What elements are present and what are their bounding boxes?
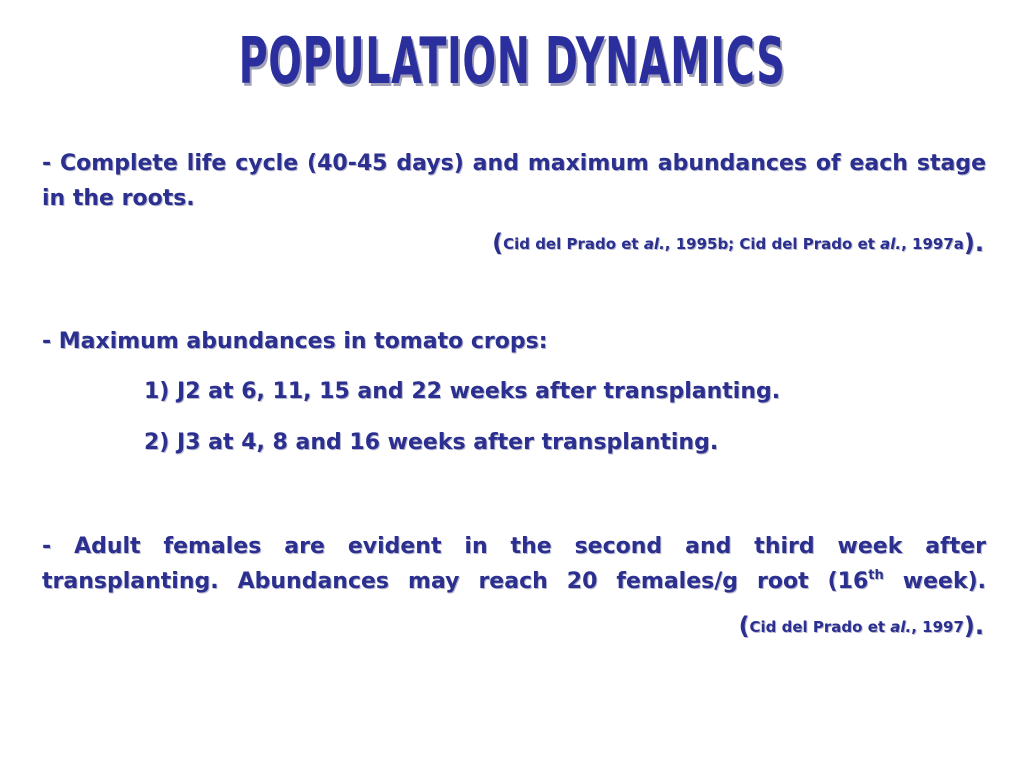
citation-close-paren: ). — [963, 229, 984, 257]
citation-author: Cid del Prado et — [503, 235, 644, 253]
citation-author: , 1995b; Cid del Prado et — [664, 235, 881, 253]
list-item: 2) J3 at 4, 8 and 16 weeks after transplanting. — [144, 430, 719, 455]
citation-et-al: al. — [643, 235, 665, 253]
citation-close-paren: ). — [963, 612, 984, 640]
superscript: th — [868, 568, 884, 583]
point-life-cycle: - Complete life cycle (40-45 days) and maximum abundances of each stage in the roots. — [42, 151, 986, 211]
point-maximum-abundances: - Maximum abundances in tomato crops: — [42, 329, 548, 354]
citation-et-al: al. — [880, 235, 902, 253]
citation-open-paren: ( — [492, 229, 504, 257]
citation-2 — [739, 611, 984, 642]
citation-year: , 1997 — [911, 618, 964, 636]
page-title: POPULATION DYNAMICS — [238, 25, 786, 99]
citation-et-al: al. — [890, 618, 912, 636]
point-adult-females — [42, 529, 986, 599]
list-item: 1) J2 at 6, 11, 15 and 22 weeks after transplanting. — [144, 379, 781, 404]
citation-1 — [492, 228, 984, 259]
point-adult-females-line1: - Adult females are evident in the second and third week after — [42, 534, 986, 559]
citation-open-paren: ( — [738, 612, 750, 640]
citation-year: , 1997a — [901, 235, 964, 253]
citation-author: Cid del Prado et — [749, 618, 891, 636]
point-adult-females-line2: transplanting. Abundances may reach 20 females/g root (16 — [42, 569, 869, 594]
point-adult-females-line2-end: week). — [883, 569, 986, 594]
